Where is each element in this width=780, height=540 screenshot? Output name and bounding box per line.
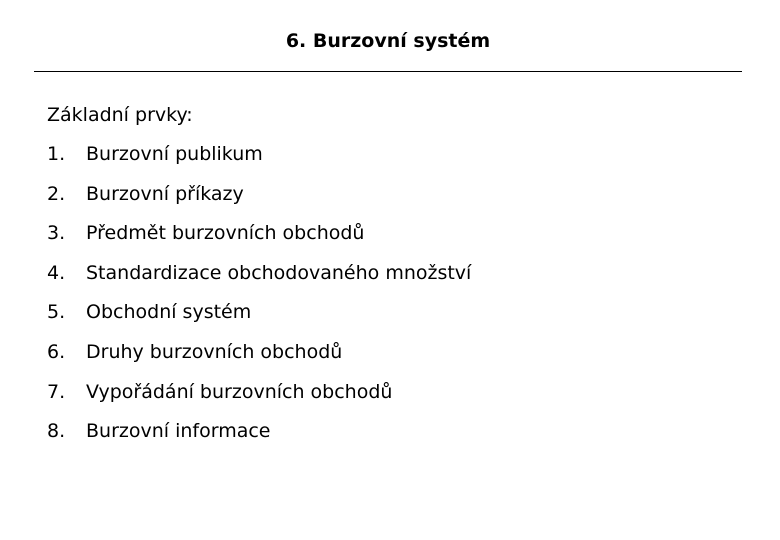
list-item-text: Burzovní příkazy bbox=[86, 182, 244, 205]
list-item bbox=[47, 417, 471, 457]
list-item-number: 3. bbox=[47, 222, 66, 245]
list-item-text: Burzovní informace bbox=[86, 420, 271, 443]
list-item-number: 5. bbox=[47, 301, 66, 324]
list-item-text: Standardizace obchodovaného množství bbox=[86, 261, 472, 284]
element-list bbox=[47, 140, 471, 457]
list-item-text: Obchodní systém bbox=[86, 301, 252, 324]
list-item-text: Předmět burzovních obchodů bbox=[86, 222, 365, 245]
list-item-text: Vypořádání burzovních obchodů bbox=[86, 380, 393, 403]
list-item bbox=[47, 378, 471, 418]
list-item-number: 8. bbox=[47, 420, 66, 443]
list-item bbox=[47, 219, 471, 259]
list-item-text: Druhy burzovních obchodů bbox=[86, 340, 343, 363]
intro-text: Základní prvky: bbox=[47, 104, 193, 126]
page-title: 6. Burzovní systém bbox=[285, 30, 491, 52]
list-item-number: 1. bbox=[47, 143, 66, 165]
list-item-number: 7. bbox=[47, 380, 66, 403]
list-item bbox=[47, 180, 471, 220]
list-item-number: 6. bbox=[47, 340, 66, 363]
title-divider bbox=[34, 71, 742, 72]
list-item-number: 2. bbox=[47, 182, 66, 205]
list-item bbox=[47, 298, 471, 338]
list-item bbox=[47, 140, 471, 180]
list-item-number: 4. bbox=[47, 261, 66, 284]
list-item-text: Burzovní publikum bbox=[86, 143, 263, 165]
list-item bbox=[47, 259, 471, 299]
list-item bbox=[47, 338, 471, 378]
